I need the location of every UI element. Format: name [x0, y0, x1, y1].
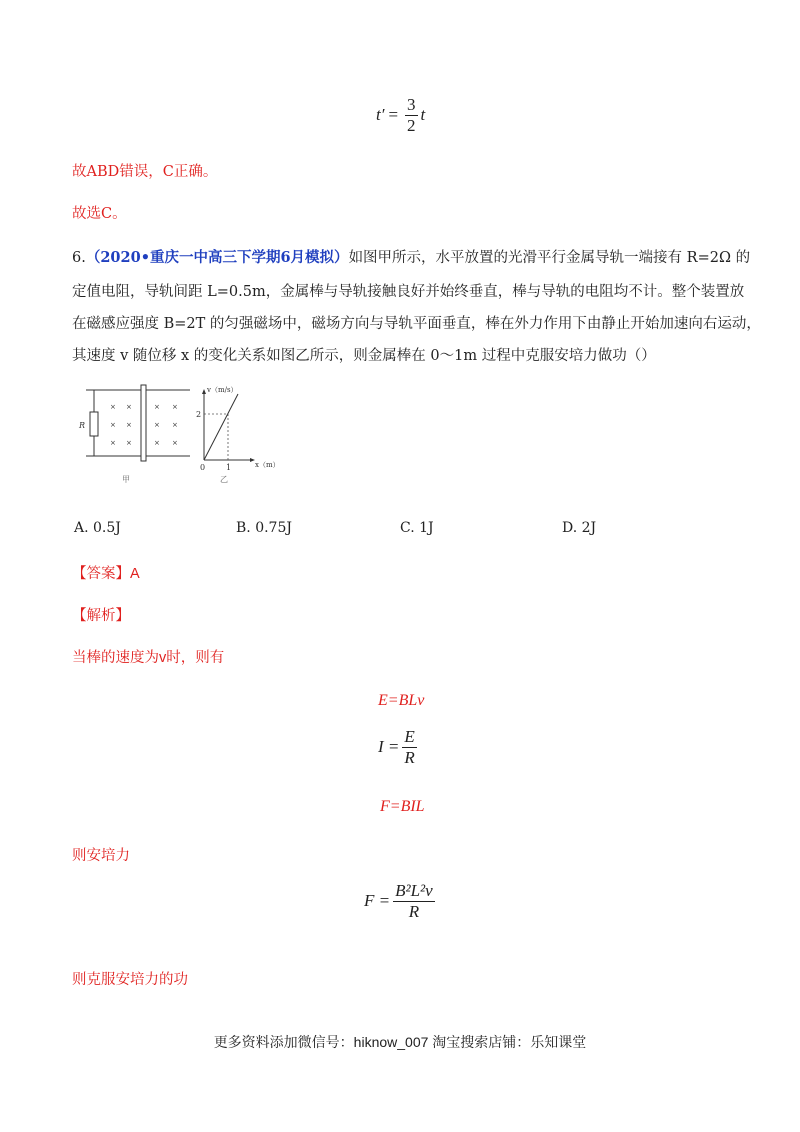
equation-ampere-force: F = $\frac{\text{B²L²v}}{R}$ [364, 881, 433, 921]
svg-text:×: × [172, 439, 178, 447]
equation-t-prime: t′ = $\frac{3}{2}$ t [376, 95, 426, 135]
figure-diagram [74, 380, 294, 490]
option-c[interactable]: C. 1J [400, 520, 434, 536]
x-tick-label: 1 [226, 463, 232, 472]
figure-jia-label: 甲 [122, 475, 130, 484]
answer-line [72, 564, 140, 584]
svg-text:×: × [154, 403, 160, 411]
eq-t-lhs: t′ [376, 105, 385, 125]
svg-text:×: × [172, 403, 178, 411]
analysis-tag: 【解析】 [72, 608, 130, 624]
current-fraction: $\frac{E}{R}$ [404, 727, 415, 767]
eq-t-fraction: $\frac{3}{2}$ [407, 95, 416, 135]
resistor-symbol [90, 412, 98, 436]
equation-current: I = $\frac{E}{R}$ [378, 727, 415, 767]
question-line-3: 在磁感应强度 B=2T 的匀强磁场中，磁场方向与导轨平面垂直，棒在外力作用下由静止开始加速向右运动， [72, 316, 761, 332]
option-b[interactable]: B. 0.75J [236, 520, 292, 536]
question-source: （2020•重庆一中高三下学期6月模拟） [85, 249, 349, 266]
question-line-4: 其速度 v 随位移 x 的变化关系如图乙所示，则金属棒在 0～1m 过程中克服安培力做功（） [72, 348, 656, 364]
svg-text:×: × [110, 403, 116, 411]
figure-yi-graph [196, 386, 280, 484]
equation-emf: E=BLv [378, 692, 425, 709]
answer-tag: 【答案】 [72, 566, 130, 582]
equation-force-bil: F=BIL [380, 798, 425, 815]
ampere-force-fraction: $\frac{\text{B²L²v}}{R}$ [395, 881, 433, 921]
x-axis-label: x（m） [255, 461, 280, 469]
origin-label: 0 [200, 463, 206, 472]
conclusion-text: 故ABD错误，C正确。 [72, 164, 218, 180]
svg-text:×: × [126, 421, 132, 429]
question-number: 6. [72, 250, 86, 266]
svg-text:×: × [154, 421, 160, 429]
figure-yi-label: 乙 [220, 475, 228, 484]
svg-text:×: × [126, 439, 132, 447]
metal-rod [141, 385, 146, 461]
svg-text:×: × [110, 439, 116, 447]
y-axis-label: v（m/s） [207, 386, 238, 394]
figure-jia-circuit [78, 385, 190, 484]
option-a[interactable]: A. 0.5J [74, 520, 121, 536]
analysis-paragraph-2: 则安培力 [72, 848, 130, 864]
y-tick-label: 2 [196, 410, 202, 419]
option-d[interactable]: D. 2J [562, 520, 597, 536]
resistor-label: R [79, 421, 86, 430]
svg-text:×: × [126, 403, 132, 411]
question-line-1: 6.（2020•重庆一中高三下学期6月模拟）如图甲所示，水平放置的光滑平行金属导轨一端接有 R=2Ω 的 [72, 249, 751, 266]
svg-text:×: × [172, 421, 178, 429]
answer-value: A [130, 566, 140, 582]
page-footer: 更多资料添加微信号：hiknow_007 淘宝搜索店铺：乐知课堂 [213, 1034, 587, 1050]
analysis-paragraph-1: 当棒的速度为v时，则有 [72, 650, 225, 666]
svg-text:×: × [154, 439, 160, 447]
analysis-paragraph-3: 则克服安培力的功 [72, 972, 188, 988]
question-line-2: 定值电阻，导轨间距 L=0.5m，金属棒与导轨接触良好并始终垂直，棒与导轨的电阻均不计。整个装置放 [72, 284, 745, 300]
choose-text: 故选C。 [72, 206, 127, 222]
svg-text:×: × [110, 421, 116, 429]
v-x-line [204, 394, 238, 460]
